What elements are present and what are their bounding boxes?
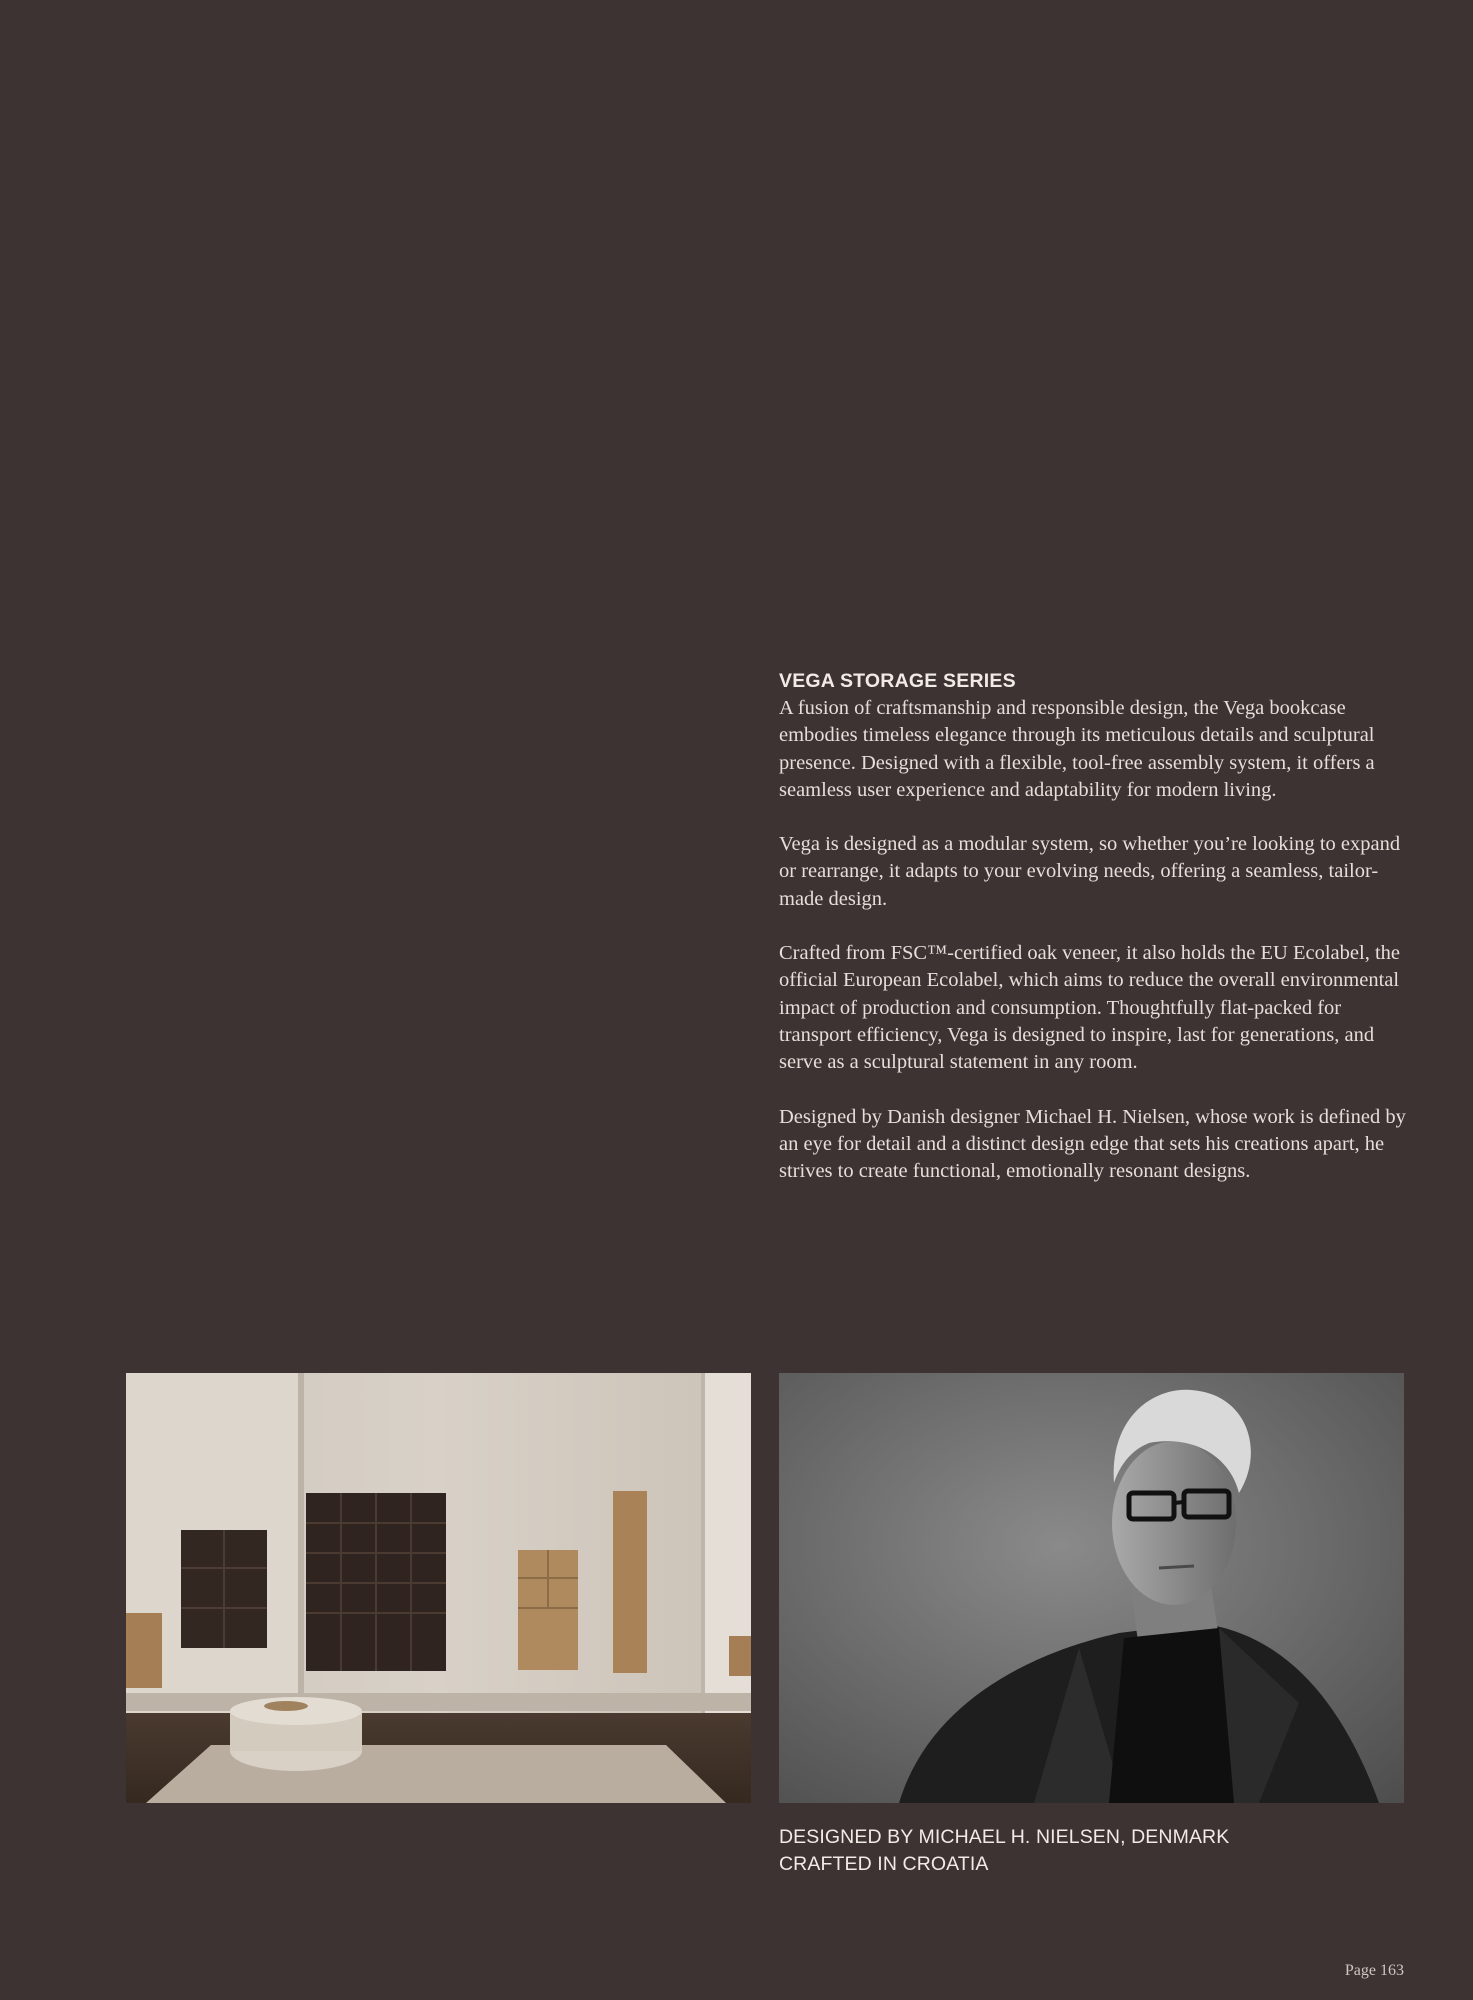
interior-photo [126,1373,751,1803]
photo-caption [779,1824,1379,1878]
interior-photo-illustration [126,1373,751,1803]
designer-portrait-photo [779,1373,1404,1803]
article-text-block [779,668,1409,1212]
caption-origin-line: CRAFTED IN CROATIA [779,1853,989,1875]
designer-portrait-illustration [779,1373,1404,1803]
paragraph-materials: Crafted from FSC™-certified oak veneer, it also holds the EU Ecolabel, the official European Ecolabel, which aims to reduce the overall environmental impact of production and consumption. Thoughtfully flat-packed for transport efficiency, Vega is designed to inspire, last for generations, and serve as a sculptural statement in any room. [779,942,1400,1074]
series-title: VEGA STORAGE SERIES [779,670,1016,692]
paragraph-intro: A fusion of craftsmanship and responsible design, the Vega bookcase embodies timeless elegance through its meticulous details and sculptural presence. Designed with a flexible, tool-free assembly system, it offers a seamless user experience and adaptability for modern living. [779,697,1375,801]
caption-designer-line: DESIGNED BY MICHAEL H. NIELSEN, DENMARK [779,1826,1230,1848]
paragraph-designer: Designed by Danish designer Michael H. Nielsen, whose work is defined by an eye for detail and a distinct design edge that sets his creations apart, he strives to create functional, emotionally resonant designs. [779,1105,1406,1183]
page-number: Page 163 [1344,1962,1404,1979]
paragraph-modular: Vega is designed as a modular system, so whether you’re looking to expand or rearrange, it adapts to your evolving needs, offering a seamless, tailor-made design. [779,833,1401,910]
